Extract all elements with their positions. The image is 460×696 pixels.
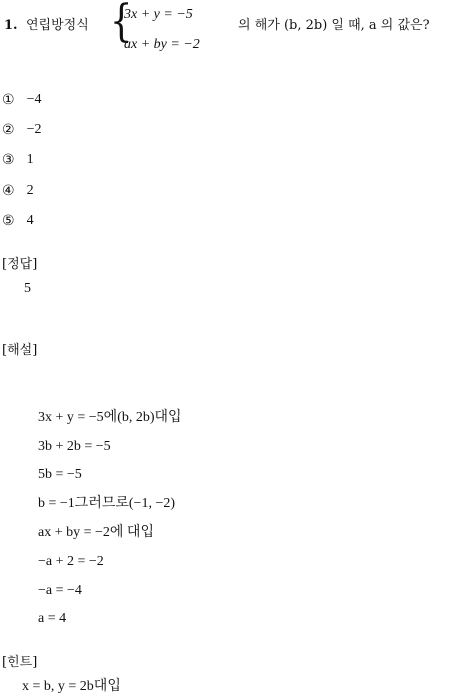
question-tail: 의 해가 (b, 2b) 일 때, a 의 값은? <box>238 18 430 33</box>
answer-label: [정답] <box>2 257 38 272</box>
explanation-step-1: 3x + y = −5에(b, 2b)대입 <box>38 410 182 425</box>
explanation-step-6: −a + 2 = −2 <box>38 554 104 569</box>
explanation-step-8: a = 4 <box>38 611 67 626</box>
choice-mark: ④ <box>2 183 15 199</box>
system-brace: { <box>110 0 133 47</box>
hint-text: x = b, y = 2b대입 <box>22 679 121 694</box>
choice-text: −2 <box>26 122 42 137</box>
explanation-step-5: ax + by = −2에 대입 <box>38 525 154 540</box>
choice-mark: ⑤ <box>2 213 15 229</box>
choice-text: 4 <box>26 213 34 228</box>
choice-text: −4 <box>26 92 42 107</box>
choice-2[interactable] <box>2 123 41 137</box>
choice-5[interactable] <box>2 214 34 228</box>
choice-1[interactable] <box>2 93 41 107</box>
explanation-step-3: 5b = −5 <box>38 467 82 482</box>
choice-text: 2 <box>26 183 34 198</box>
choice-mark: ② <box>2 122 15 138</box>
answer-value: 5 <box>24 281 31 296</box>
equation-2: ax + by = −2 <box>124 37 200 52</box>
choice-mark: ① <box>2 92 15 108</box>
question-lead: 연립방정식 <box>26 18 89 33</box>
explanation-step-7: −a = −4 <box>38 583 82 598</box>
explanation-step-4: b = −1그러므로(−1, −2) <box>38 496 176 511</box>
choice-mark: ③ <box>2 152 15 168</box>
choice-3[interactable] <box>2 153 34 167</box>
choice-text: 1 <box>26 152 34 167</box>
choice-4[interactable] <box>2 184 34 198</box>
hint-label: [힌트] <box>2 655 38 670</box>
explanation-step-2: 3b + 2b = −5 <box>38 439 111 454</box>
question-number: 1. <box>4 18 18 33</box>
explanation-label: [해설] <box>2 343 38 358</box>
equation-1: 3x + y = −5 <box>124 7 193 22</box>
